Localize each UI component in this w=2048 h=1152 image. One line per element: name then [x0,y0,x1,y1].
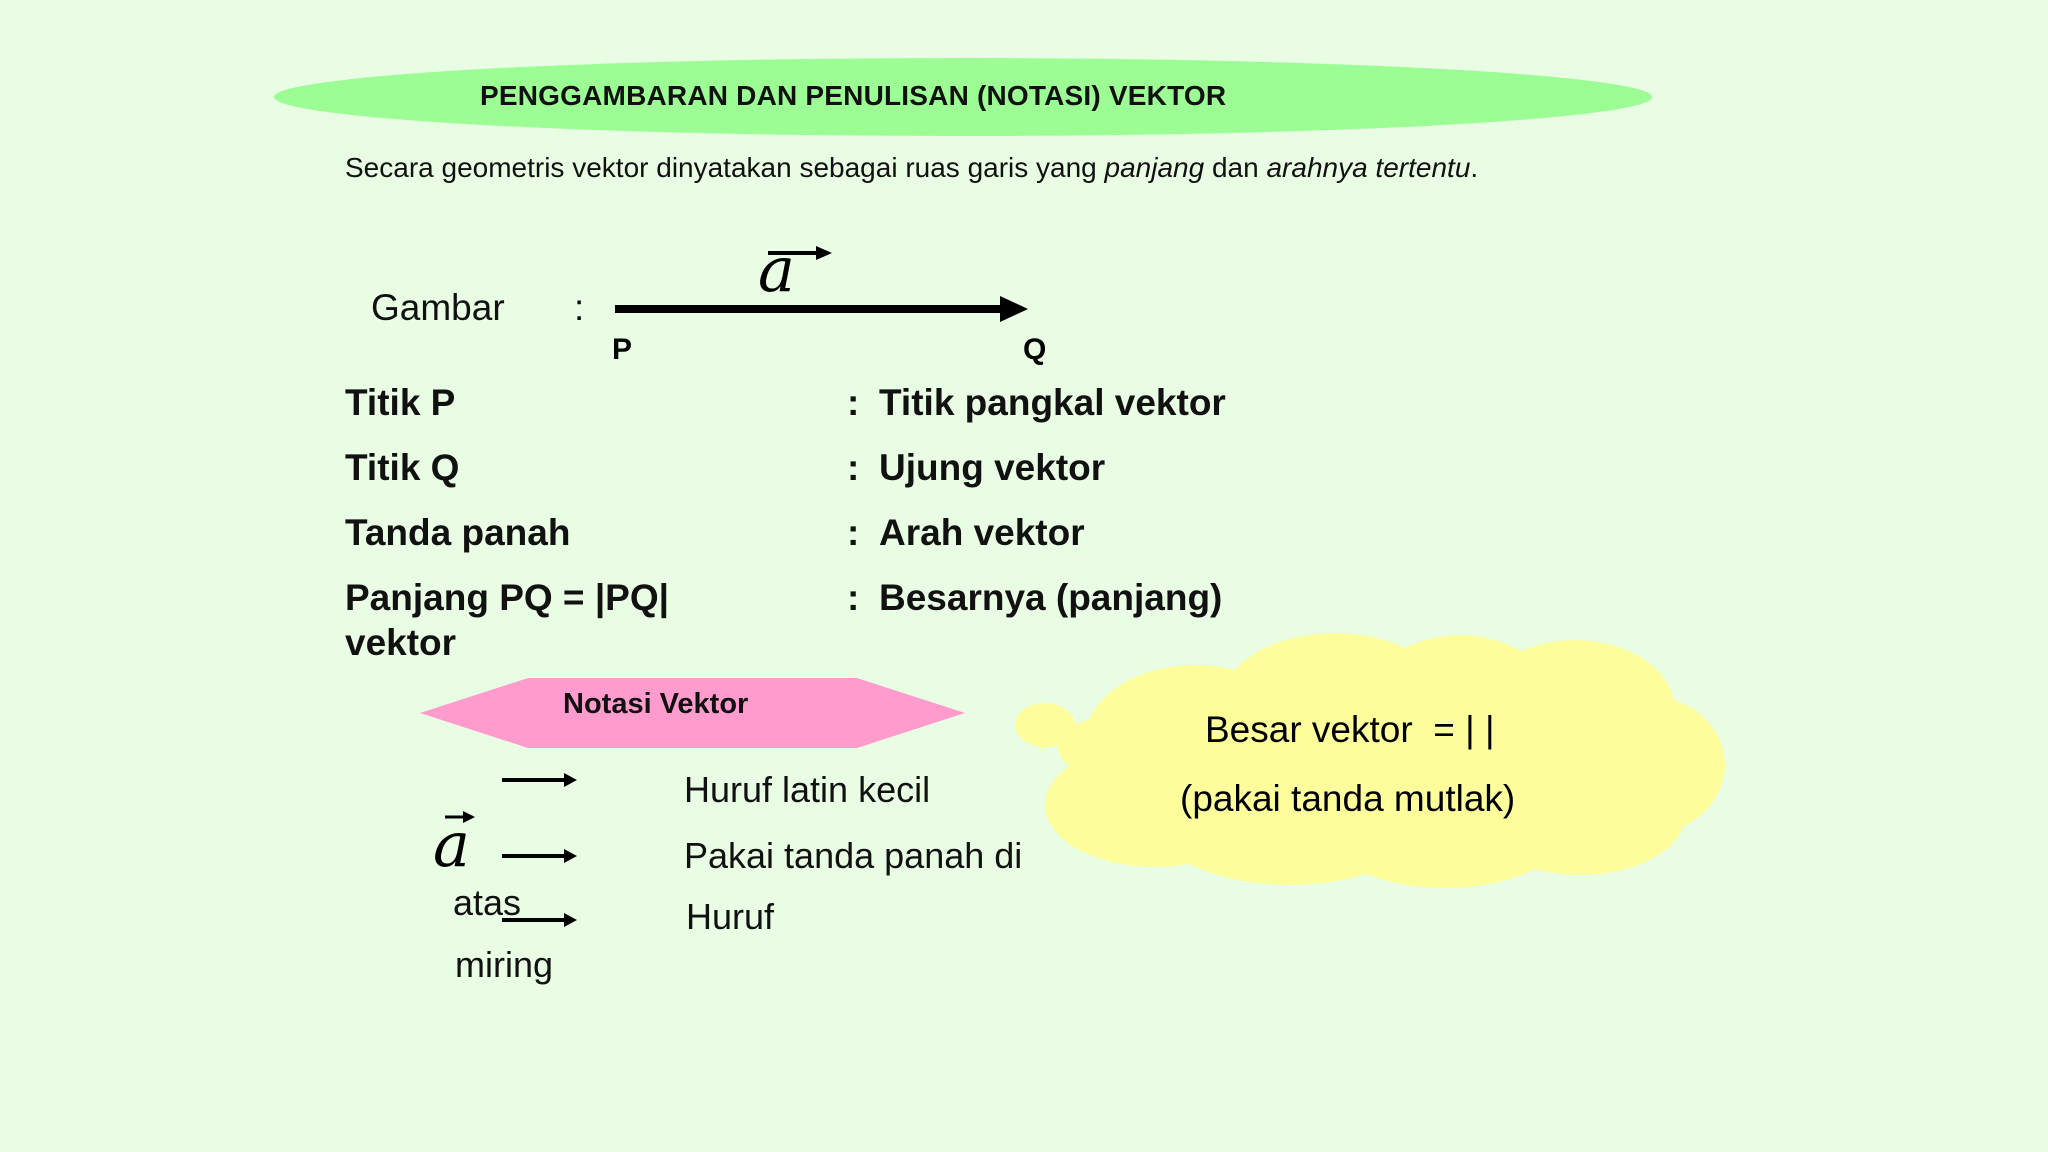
cloud-line-1: Besar vektor = | | [1205,709,1495,750]
svg-text:a: a [433,808,470,875]
def-colon: : [847,512,860,553]
notasi-extra-atas: atas [453,882,522,923]
def-term-titik-p: Titik P [345,382,456,423]
vector-pq-arrowhead [1000,296,1028,322]
intro-text-1: Secara geometris vektor dinyatakan sebagai ruas garis yang [345,152,1105,183]
def-desc-titik-p: Titik pangkal vektor [879,382,1226,423]
def-term-panjang-pq: Panjang PQ = |PQ| [345,577,669,618]
def-colon: : [847,382,860,423]
page-title: PENGGAMBARAN DAN PENULISAN (NOTASI) VEKTOR [480,80,1227,111]
intro-italic-panjang: panjang [1104,152,1205,183]
intro-text-2: dan [1204,152,1267,183]
intro-sentence [345,152,1478,184]
gambar-colon: : [574,287,585,328]
notasi-extra-miring: miring [455,944,554,985]
point-p-label: P [612,333,633,366]
vector-symbol: a [758,235,795,306]
point-q-label: Q [1023,333,1047,366]
intro-italic-arah: arahnya tertentu [1266,152,1471,183]
cloud-line-2: (pakai tanda mutlak) [1180,778,1516,819]
notasi-item-1: Huruf latin kecil [684,769,931,810]
def-desc-tanda-panah: Arah vektor [879,512,1085,553]
def-desc-panjang-pq: Besarnya (panjang) [879,577,1223,618]
notasi-item-3: Huruf [686,896,775,937]
def-colon: : [847,577,860,618]
vector-symbol-arrowhead [816,246,832,260]
notasi-title: Notasi Vektor [563,688,749,720]
arrow-right-icon [500,844,580,868]
notasi-item-2: Pakai tanda panah di [684,835,1023,876]
intro-text-3: . [1470,152,1479,183]
gambar-label: Gambar [371,287,505,328]
def-term-panjang-pq-cont: vektor [345,622,457,663]
arrow-right-icon [500,768,580,792]
vector-diagram [600,235,1060,370]
vector-a-symbol [425,800,495,875]
def-term-tanda-panah: Tanda panah [345,512,571,553]
def-term-titik-q: Titik Q [345,447,460,488]
cloud-callout [1005,630,1725,890]
def-desc-titik-q: Ujung vektor [879,447,1106,488]
def-colon: : [847,447,860,488]
